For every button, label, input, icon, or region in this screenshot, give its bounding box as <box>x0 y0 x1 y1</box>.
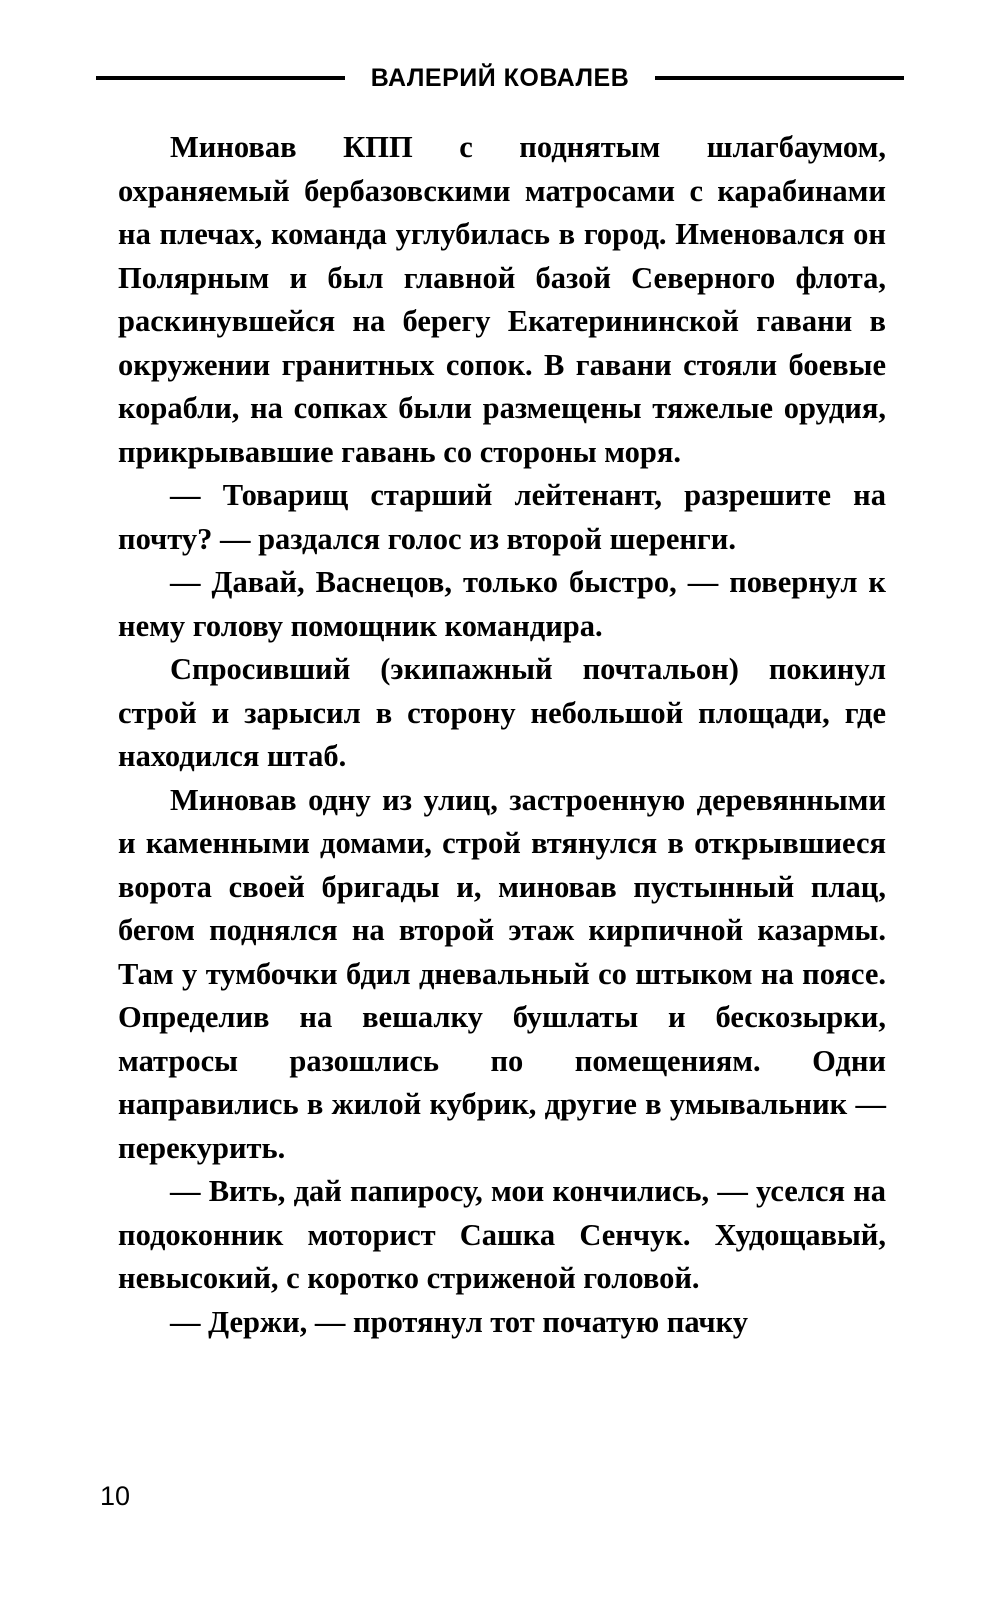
paragraph: Спросивший (экипажный почтальон) покинул строй и зарысил в сторону небольшой площади, где находился штаб. <box>118 652 886 773</box>
running-head <box>96 58 904 98</box>
paragraph: — Держи, — протянул тот початую пачку <box>170 1304 748 1339</box>
body-text <box>118 126 886 1344</box>
paragraph: — Вить, дай папиросу, мои кончились, — уселся на подоконник моторист Сашка Сенчук. Худощавый, невысокий, с коротко стриженой головой. <box>118 1174 886 1295</box>
paragraph: — Давай, Васнецов, только быстро, — повернул к нему голову помощник командира. <box>118 565 886 643</box>
running-head-author: ВАЛЕРИЙ КОВАЛЕВ <box>370 63 630 92</box>
page-number: 10 <box>100 1481 131 1511</box>
running-head-rule-left <box>96 76 345 80</box>
paragraph: Миновав КПП с поднятым шлагбаумом, охраняемый бербазовскими матросами с карабинами на плечах, команда углубилась в город. Именовался он Полярным и был главной базой Северного флота, раскинувшейся на берегу Екатерининской гавани в окружении гранитных сопок. В гавани стояли боевые корабли, на сопках были размещены тяжелые орудия, прикрывавшие гавань со стороны моря. <box>118 130 886 469</box>
running-head-rule-right <box>655 76 904 80</box>
paragraph: — Товарищ старший лейтенант, разрешите на почту? — раздался голос из второй шеренги. <box>118 478 886 556</box>
paragraph: Миновав одну из улиц, застроенную деревянными и каменными домами, строй втянулся в открывшиеся ворота своей бригады и, миновав пустынный плац, бегом поднялся на второй этаж кирпичной казармы. Там у тумбочки бдил дневальный со штыком на поясе. Определив на вешалку бушлаты и бескозырки, матросы разошлись по помещениям. Одни направились в жилой кубрик, другие в умывальник — перекурить. <box>118 782 886 1165</box>
